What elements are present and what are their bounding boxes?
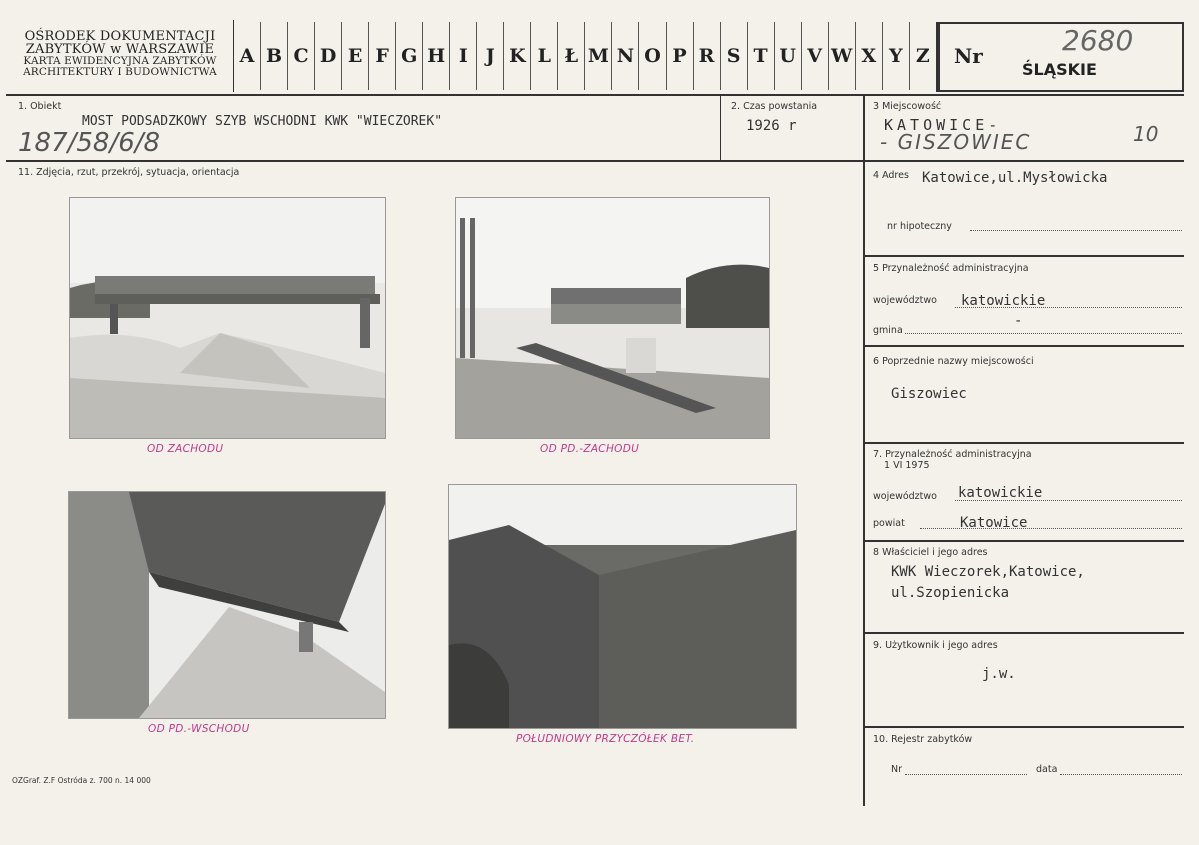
przynaleznosc7-label: 7. Przynależność administracyjna [873, 449, 1032, 460]
alphabet-letter: A [239, 45, 255, 67]
photo-caption-1: OD ZACHODU [147, 443, 224, 455]
alphabet-letter: H [422, 22, 449, 90]
photo-west [69, 197, 386, 439]
org-line-1: OŚRODEK DOKUMENTACJI [24, 29, 216, 44]
wlasciciel-line-2: ul.Szopienicka [891, 585, 1010, 601]
alphabet-letter: I [449, 22, 476, 90]
divider [864, 442, 1184, 444]
alphabet-letter: X [855, 22, 882, 90]
poprzednie-value: Giszowiec [891, 386, 967, 402]
rejestr-data-label: data [1036, 764, 1058, 775]
alphabet-letter: L [530, 22, 557, 90]
divider [864, 255, 1184, 257]
adres-label: 4 Adres [873, 170, 909, 181]
alphabet-letter: M [584, 22, 611, 90]
rejestr-nr-label: Nr [891, 764, 903, 775]
organization-header [6, 30, 234, 77]
alphabet-letter: C [287, 22, 314, 90]
region-label: ŚLĄSKIE [1022, 60, 1097, 79]
miejscowosc-label: 3 Miejscowość [873, 101, 942, 112]
wlasciciel-label: 8 Właściciel i jego adres [873, 547, 988, 558]
obiekt-code: 187/58/6/8 [18, 128, 161, 158]
rejestr-data-line [1060, 774, 1182, 775]
alphabet-letter: Y [882, 22, 909, 90]
divider [864, 726, 1184, 728]
alphabet-letter: N [611, 22, 638, 90]
divider [6, 94, 1184, 96]
alphabet-letter: F [368, 22, 395, 90]
org-line-4: ARCHITEKTURY I BUDOWNICTWA [23, 65, 217, 78]
print-info: OZGraf. Z.F Ostróda z. 700 n. 14 000 [12, 776, 151, 785]
alphabet-letter: T [747, 22, 774, 90]
alphabet-letter: U [774, 22, 801, 90]
divider [864, 345, 1184, 347]
wojewodztwo7-line [955, 500, 1182, 501]
photo-caption-2: OD PD.-ZACHODU [540, 443, 640, 455]
divider [864, 540, 1184, 542]
wojewodztwo7-value: katowickie [958, 485, 1043, 501]
alphabet-letter: K [503, 22, 530, 90]
wojewodztwo5-line [955, 307, 1182, 308]
photo-caption-3: OD PD.-WSCHODU [148, 723, 250, 735]
photo-caption-4: POŁUDNIOWY PRZYCZÓŁEK BET. [516, 733, 695, 745]
miejscowosc-value: KATOWICE- [884, 116, 1002, 134]
alphabet-letter: S [720, 22, 747, 90]
powiat-line [920, 528, 1182, 529]
alphabet-letter: V [801, 22, 828, 90]
alphabet-letter: D [314, 22, 341, 90]
alphabet-letter: R [693, 22, 720, 90]
powiat-value: Katowice [960, 515, 1028, 531]
gmina-value: - [1014, 313, 1023, 329]
przynaleznosc7-date: 1 VI 1975 [884, 460, 930, 471]
gmina-label: gmina [873, 325, 903, 336]
czas-label: 2. Czas powstania [731, 101, 818, 112]
hipoteczny-label: nr hipoteczny [887, 221, 952, 232]
divider [863, 96, 865, 806]
alphabet-letter: O [638, 22, 665, 90]
divider [864, 632, 1184, 634]
uzytkownik-value: j.w. [982, 666, 1016, 682]
obiekt-value: MOST PODSADZKOWY SZYB WSCHODNI KWK "WIECZOREK" [82, 114, 443, 129]
alphabet-letter: Z [909, 22, 936, 90]
alphabet-letter: B [260, 22, 287, 90]
alphabet-letter: Ł [557, 22, 584, 90]
gmina-line [905, 333, 1182, 334]
wojewodztwo5-value: katowickie [961, 293, 1046, 309]
divider [6, 160, 1184, 162]
czas-value: 1926 r [746, 118, 797, 134]
zdjecia-label: 11. Zdjęcia, rzut, przekrój, sytuacja, orientacja [18, 167, 240, 178]
rejestr-label: 10. Rejestr zabytków [873, 734, 973, 745]
wojewodztwo5-label: województwo [873, 295, 937, 306]
powiat-label: powiat [873, 518, 905, 529]
alphabet-letter: W [828, 22, 855, 90]
nr-label: Nr [954, 44, 983, 68]
przynaleznosc5-label: 5 Przynależność administracyjna [873, 263, 1029, 274]
inventory-number: 2680 [1062, 24, 1134, 57]
poprzednie-label: 6 Poprzednie nazwy miejscowości [873, 356, 1034, 367]
alphabet-letter: E [341, 22, 368, 90]
photo-southeast [68, 491, 386, 719]
adres-value: Katowice,ul.Mysłowicka [922, 170, 1108, 186]
obiekt-label: 1. Obiekt [18, 101, 62, 112]
alphabet-letter: J [476, 22, 503, 90]
miejscowosc-handwritten: - GISZOWIEC [880, 130, 1032, 154]
miejscowosc-number: 10 [1133, 122, 1159, 146]
wlasciciel-line-1: KWK Wieczorek,Katowice, [891, 564, 1085, 580]
wojewodztwo7-label: województwo [873, 491, 937, 502]
divider [720, 96, 721, 160]
photo-south-abutment [448, 484, 797, 729]
hipoteczny-line [970, 230, 1182, 231]
photo-southwest [455, 197, 770, 439]
alphabet-letter: P [666, 22, 693, 90]
alphabet-letter: G [395, 22, 422, 90]
rejestr-nr-line [905, 774, 1027, 775]
uzytkownik-label: 9. Użytkownik i jego adres [873, 640, 998, 651]
org-line-3: KARTA EWIDENCYJNA ZABYTKÓW [23, 55, 217, 67]
org-line-2: ZABYTKÓW w WARSZAWIE [25, 42, 215, 57]
alphabet-index [234, 22, 936, 90]
